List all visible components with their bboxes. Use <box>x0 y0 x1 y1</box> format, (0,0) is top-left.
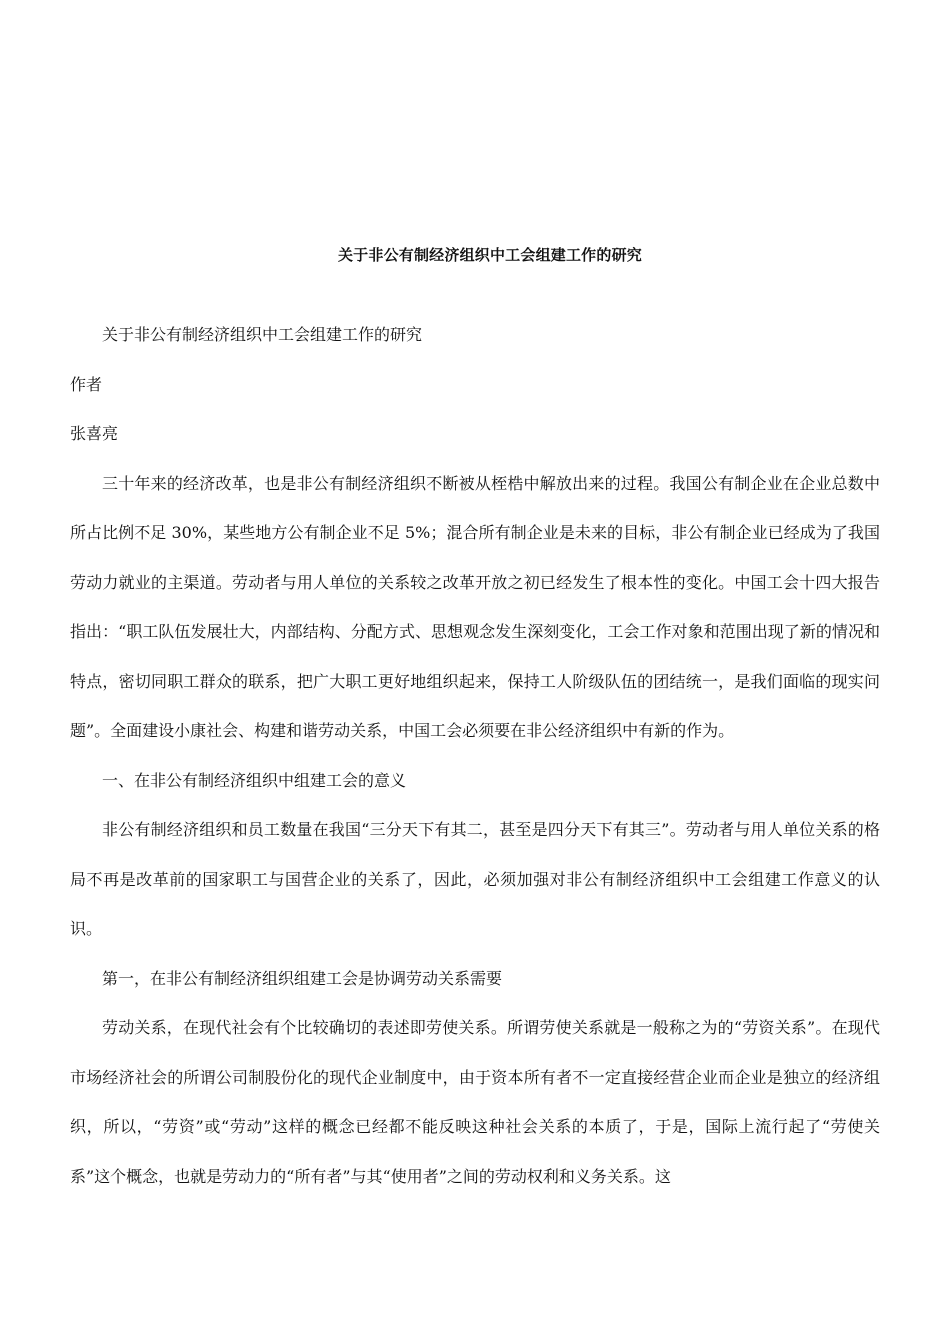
author-name: 张喜亮 <box>70 424 119 443</box>
subsection-heading-1: 第一，在非公有制经济组织组建工会是协调劳动关系需要 <box>102 968 503 988</box>
paragraph-section-1: 非公有制经济组织和员工数量在我国“三分天下有其二，甚至是四分天下有其三”。劳动者与用人单位关系的格局不再是改革前的国家职工与国营企业的关系了，因此，必须加强对非公有制经济组织中工会组建工作意义的认识。 <box>70 820 880 938</box>
paragraph-intro: 三十年来的经济改革，也是非公有制经济组织不断被从桎梏中解放出来的过程。我国公有制企业在企业总数中所占比例不足 30%，某些地方公有制企业不足 5%；混合所有制企业是未来的目标，非公有制企业已经成为了我国劳动力就业的主渠道。劳动者与用人单位的关系较之改革开放之初已经发生了根本性的变化。中国工会十四大报告指出：“职工队伍发展壮大，内部结构、分配方式、思想观念发生深刻变化，工会工作对象和范围出现了新的情况和特点，密切同职工群众的联系，把广大职工更好地组织起来，保持工人阶级队伍的团结统一，是我们面临的现实问题”。全面建设小康社会、构建和谐劳动关系，中国工会必须要在非公经济组织中有新的作为。 <box>70 473 880 740</box>
paragraph-labor-relations: 劳动关系，在现代社会有个比较确切的表述即劳使关系。所谓劳使关系就是一般称之为的“劳资关系”。在现代市场经济社会的所谓公司制股份化的现代企业制度中，由于资本所有者不一定直接经营企业而企业是独立的经济组织，所以，“劳资”或“劳动”这样的概念已经都不能反映这种社会关系的本质了，于是，国际上流行起了“劳使关系”这个概念，也就是劳动力的“所有者”与其“使用者”之间的劳动权利和义务关系。这 <box>70 1018 880 1186</box>
document-body <box>70 310 880 1201</box>
document-title: 关于非公有制经济组织中工会组建工作的研究 <box>337 246 642 264</box>
author-label: 作者 <box>70 374 103 394</box>
subtitle-line: 关于非公有制经济组织中工会组建工作的研究 <box>102 325 423 344</box>
section-heading-1: 一、在非公有制经济组织中组建工会的意义 <box>102 770 407 790</box>
